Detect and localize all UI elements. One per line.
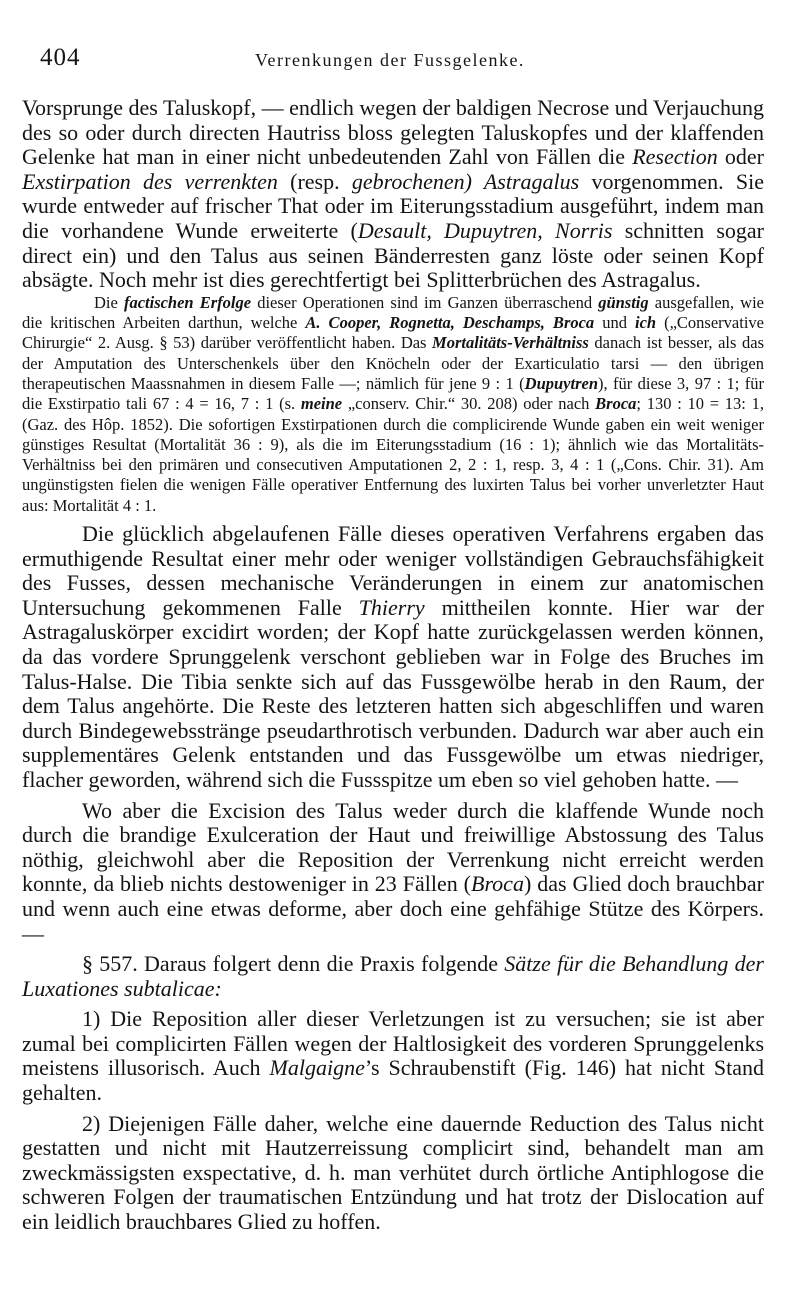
paragraph-excision: Wo aber die Excision des Talus weder durch die klaffende Wunde noch durch die brandige Exulceration der Haut und freiwillige Abstossung des Talus nöthig, gleichwohl aber die Reposition der Verrenkung nicht erreicht werden konnte, da blieb nichts destoweniger in 23 Fällen (Broca) das Glied doch brauchbar und wenn auch eine etwas deforme, aber doch eine gehfähige Stütze des Körpers. — [22, 797, 764, 946]
page-number: 404 [40, 44, 81, 71]
page-header [40, 44, 740, 78]
paragraph-outcomes: Die glücklich abgelaufenen Fälle dieses operativen Verfahrens ergaben das ermuthigende Resultat einer mehr oder weniger vollständigen Gebrauchsfähigkeit des Fusses, dessen mechanische Veränderungen in einem zur anatomischen Untersuchung gekommenen Falle Thierry mittheilen konnte. Hier war der Astragaluskörper excidirt worden; der Kopf hatte zurückgelassen werden können, da das vordere Sprunggelenk verschont geblieben war in Folge des Bruches im Talus-Halse. Die Tibia senkte sich auf das Fussgewölbe herab in den Raum, der dem Talus angehörte. Die Reste des letzteren hatten sich abgeschliffen und waren durch Bindegewebsstränge pseudarthrotisch verbunden. Dadurch war aber auch ein supplementäres Gelenk entstanden und das Fussgewölbe um etwas niedriger, flacher geworden, während sich die Fussspitze um eben so viel gehoben hatte. — [22, 521, 764, 792]
paragraph-section-557: § 557. Daraus folgert denn die Praxis folgende Sätze für die Behandlung der Luxationes subtalicae: [22, 951, 764, 1001]
paragraph-rule-2: 2) Diejenigen Fälle daher, welche eine dauernde Reduction des Talus nicht gestatten und nicht mit Hautzerreissung complicirt sind, behandelt man am zweckmässigsten exspectative, d. h. man verhütet durch örtliche Antiphlogose die schweren Folgen der traumatischen Entzündung und hat trotz der Dislocation auf ein leidlich brauchbares Glied zu hoffen. [22, 1110, 764, 1235]
paragraph-results-smallprint: Die factischen Erfolge dieser Operationen sind im Ganzen überraschend günstig ausgefallen, wie die kritischen Arbeiten darthun, welche A. Cooper, Rognetta, Deschamps, Broca und ich („Conservative Chirurgie“ 2. Ausg. § 53) darüber veröffentlicht haben. Das Mortalitäts-Verhältniss danach ist besser, als das der Amputation des Unterschenkels über den Knöcheln oder der Exarticulatio tarsi — den übrigen therapeutischen Maassnahmen in diesem Falle —; nämlich für jene 9 : 1 (Dupuytren), für diese 3, 97 : 1; für die Exstirpatio tali 67 : 4 = 16, 7 : 1 (s. meine „conserv. Chir.“ 30. 208) oder nach Broca; 130 : 10 = 13: 1, (Gaz. des Hôp. 1852). Die sofortigen Exstirpationen durch die complicirende Wunde gaben ein weit weniger günstiges Resultat (Mortalität 36 : 9), als die im Eiterungsstadium (16 : 1); ähnlich wie das Mortalitäts-Verhältniss bei den primären und consecutiven Amputationen 2, 2 : 1, resp. 3, 4 : 1 („Cons. Chir. 31). Am ungünstigsten fielen die wenigen Fälle operativer Entfernung des luxirten Talus bei vorher unverletzter Haut aus: Mortalität 4 : 1. [22, 292, 765, 515]
page-body [22, 96, 764, 1235]
paragraph-rule-1: 1) Die Reposition aller dieser Verletzungen ist zu versuchen; sie ist aber zumal bei complicirten Fällen wegen der Haltlosigkeit des vorderen Sprunggelenks meistens illusorisch. Auch Malgaigne’s Schraubenstift (Fig. 146) hat nicht Stand gehalten. [22, 1006, 765, 1106]
running-title: Verrenkungen der Fussgelenke. [255, 50, 525, 70]
paragraph-resection: Vorsprunge des Taluskopf, — endlich wegen der baldigen Necrose und Verjauchung des so oder durch directen Hautriss bloss gelegten Taluskopfes und der klaffenden Gelenke hat man in einer nicht unbedeutenden Zahl von Fällen die Resection oder Exstirpation des verrenkten (resp. gebrochenen) Astragalus vorgenommen. Sie wurde entweder auf frischer That oder im Eiterungsstadium ausgeführt, indem man die vorhandene Wunde erweiterte (Desault, Dupuytren, Norris schnitten sogar direct ein) und den Talus aus seinen Bänderresten ganz löste oder seinen Kopf absägte. Noch mehr ist dies gerechtfertigt bei Splitterbrüchen des Astragalus. [22, 95, 765, 293]
